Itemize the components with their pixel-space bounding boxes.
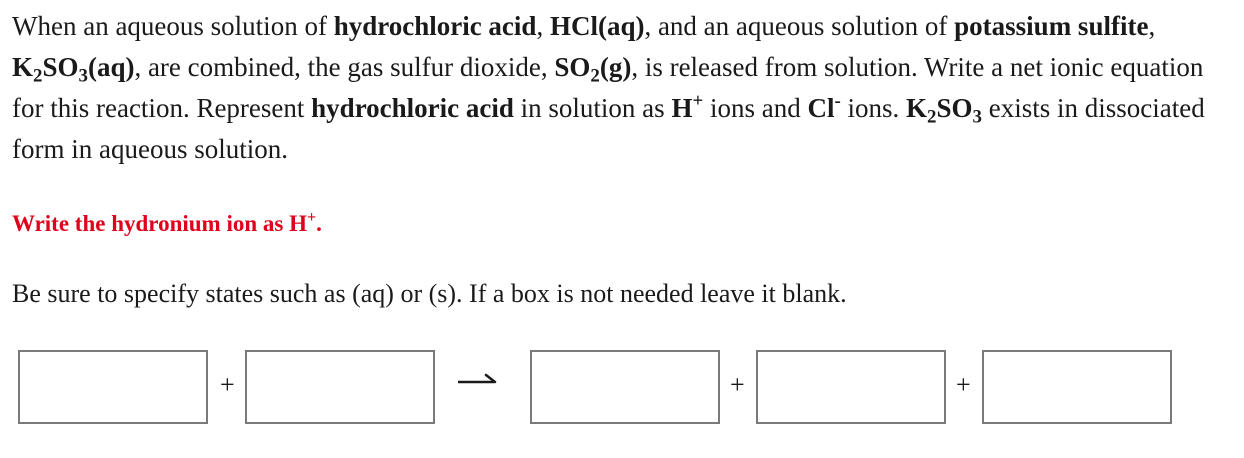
bold-term: potassium sulfite [954, 11, 1149, 41]
hint-period: . [316, 211, 322, 236]
question-segment: , are combined, the gas sulfur dioxide, [134, 52, 555, 82]
formula-part: SO [42, 52, 79, 82]
hint-text: Write the hydronium ion as H [12, 211, 307, 236]
question-segment: , is released from solution. Write a net ionic equation for this reaction. Represent [12, 52, 1204, 123]
formula-subscript: 2 [590, 65, 600, 87]
question-segment: ions and [703, 93, 808, 123]
plus-sign: + [220, 370, 235, 399]
product-3-input[interactable] [982, 350, 1172, 424]
plus-sign: + [956, 370, 971, 399]
question-segment: in solution as [513, 93, 672, 123]
formula-part: (g) [599, 52, 632, 82]
formula-part: K [906, 93, 928, 123]
question-segment: , [1148, 11, 1156, 41]
formula-subscript: 3 [972, 106, 982, 128]
question-segment: , [536, 11, 550, 41]
formula-subscript: 3 [78, 65, 88, 87]
question-segment: exists in dissociated form in aqueous solution. [12, 93, 1205, 164]
hint-superscript: + [307, 209, 317, 227]
formula-part: H [671, 93, 693, 123]
plus-sign: + [730, 370, 745, 399]
reactant-1-input[interactable] [18, 350, 208, 424]
product-1-input[interactable] [530, 350, 720, 424]
formula-superscript: + [692, 90, 704, 112]
formula-part: K [12, 52, 34, 82]
formula-hcl: HCl(aq) [549, 11, 645, 41]
question-segment: ions. [840, 93, 907, 123]
formula-part: Cl [807, 93, 835, 123]
bold-term: hydrochloric acid [311, 93, 514, 123]
right-arrow-icon [456, 371, 498, 393]
reactant-2-input[interactable] [245, 350, 435, 424]
instruction-text: Be sure to specify states such as (aq) or (s). If a box is not needed leave it blank. [12, 279, 847, 308]
bold-term: hydrochloric acid [333, 11, 537, 41]
question-segment: , and an aqueous solution of [644, 11, 955, 41]
formula-part: SO [936, 93, 973, 123]
formula-superscript: - [834, 90, 841, 112]
product-2-input[interactable] [756, 350, 946, 424]
formula-subscript: 2 [927, 106, 937, 128]
formula-subscript: 2 [33, 65, 43, 87]
formula-part: (aq) [87, 52, 135, 82]
question-segment: When an aqueous solution of [12, 11, 334, 41]
formula-part: SO [554, 52, 591, 82]
